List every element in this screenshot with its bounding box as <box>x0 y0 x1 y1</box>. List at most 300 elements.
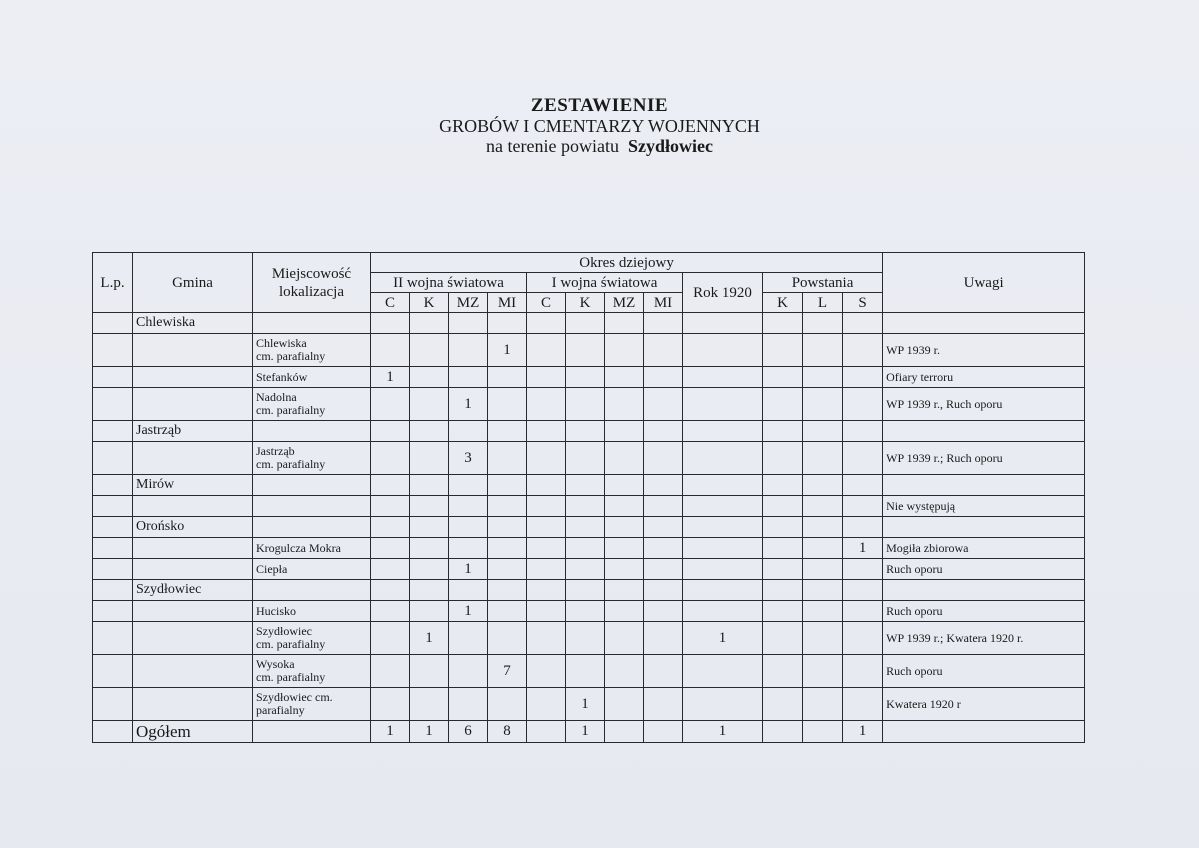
ww2-mi-value <box>488 559 527 580</box>
ww2-k-value <box>410 601 449 622</box>
ww2-c-value: 1 <box>371 367 410 388</box>
empty-cell <box>566 517 605 538</box>
place-line-2: cm. parafialny <box>256 457 326 471</box>
empty-cell <box>488 517 527 538</box>
ww1-mz-value <box>605 688 644 721</box>
empty-cell <box>683 580 763 601</box>
pow-l-value <box>803 388 843 421</box>
ww2-k-value <box>410 367 449 388</box>
empty-cell <box>566 313 605 334</box>
pow-l-value <box>803 655 843 688</box>
note-text: Ruch oporu <box>883 655 1085 688</box>
table-row <box>93 496 1085 517</box>
header-uwagi: Uwagi <box>883 253 1085 313</box>
table-row <box>93 421 1085 442</box>
ww1-k-value <box>566 601 605 622</box>
empty-cell <box>527 421 566 442</box>
total-ww1-k: 1 <box>566 721 605 743</box>
place-name <box>253 655 371 688</box>
pow-s-value <box>843 388 883 421</box>
table-header <box>93 253 1085 313</box>
ww1-c-value <box>527 601 566 622</box>
row-lp <box>93 688 133 721</box>
empty-cell <box>488 580 527 601</box>
place-name <box>253 559 371 580</box>
ww1-k-value <box>566 655 605 688</box>
pow-k-value <box>763 688 803 721</box>
table-row <box>93 601 1085 622</box>
total-ww2-mz: 6 <box>449 721 488 743</box>
place-line-1: Ciepła <box>256 561 288 576</box>
header-rok1920: Rok 1920 <box>683 273 763 313</box>
place-line-2: parafialny <box>256 703 305 717</box>
place-line-1: Krogulcza Mokra <box>256 540 341 555</box>
ww1-mz-value <box>605 559 644 580</box>
pow-l-value <box>803 601 843 622</box>
pow-l-value <box>803 442 843 475</box>
empty-cell <box>843 475 883 496</box>
ww1-mi-value <box>644 496 683 517</box>
empty-cell <box>803 517 843 538</box>
table-row <box>93 688 1085 721</box>
place-line-1: Stefanków <box>256 369 308 384</box>
ww2-mz-value: 1 <box>449 601 488 622</box>
empty-cell <box>527 475 566 496</box>
pow-s-value <box>843 601 883 622</box>
place-line-2: cm. parafialny <box>256 637 326 651</box>
empty-cell <box>763 580 803 601</box>
ww2-c-value <box>371 601 410 622</box>
pow-s-value <box>843 496 883 517</box>
empty-cell <box>253 580 371 601</box>
row-lp <box>93 601 133 622</box>
pow-l-value <box>803 538 843 559</box>
note-text: WP 1939 r., Ruch oporu <box>883 388 1085 421</box>
pow-k-value <box>763 538 803 559</box>
ww1-mi-value <box>644 442 683 475</box>
place-name <box>253 367 371 388</box>
ww1-mi-value <box>644 559 683 580</box>
pow-l-value <box>803 334 843 367</box>
empty-cell <box>843 313 883 334</box>
empty-cell <box>410 475 449 496</box>
empty-cell <box>843 421 883 442</box>
note-text: WP 1939 r.; Ruch oporu <box>883 442 1085 475</box>
empty-cell <box>763 313 803 334</box>
empty-cell <box>803 580 843 601</box>
table-row <box>93 442 1085 475</box>
empty-cell <box>410 421 449 442</box>
ww2-mi-value <box>488 601 527 622</box>
empty-cell <box>644 313 683 334</box>
note-text: Ofiary terroru <box>883 367 1085 388</box>
place-line-1: Jastrząb <box>256 444 295 458</box>
title-line-3-district: Szydłowiec <box>627 136 713 156</box>
empty-cell <box>605 580 644 601</box>
rok1920-value <box>683 367 763 388</box>
ww2-k-value <box>410 442 449 475</box>
ww1-k-value <box>566 538 605 559</box>
empty-cell <box>371 475 410 496</box>
empty-cell <box>644 580 683 601</box>
rok1920-value <box>683 559 763 580</box>
total-lp <box>93 721 133 743</box>
ww2-mi-value <box>488 688 527 721</box>
ww2-mz-value <box>449 334 488 367</box>
ww2-c-value <box>371 655 410 688</box>
table-footer <box>93 721 1085 743</box>
row-gmina <box>133 388 253 421</box>
row-gmina <box>133 442 253 475</box>
ww1-mi-value <box>644 538 683 559</box>
header-ww2-mz: MZ <box>449 293 488 313</box>
rok1920-value <box>683 334 763 367</box>
ww1-mi-value <box>644 388 683 421</box>
ww2-k-value <box>410 688 449 721</box>
note-text: WP 1939 r. <box>883 334 1085 367</box>
header-pow-k: K <box>763 293 803 313</box>
document-heading <box>0 96 1199 156</box>
empty-cell <box>527 313 566 334</box>
row-gmina <box>133 655 253 688</box>
ww1-mi-value <box>644 367 683 388</box>
place-name <box>253 334 371 367</box>
table-body <box>93 313 1085 721</box>
ww1-k-value <box>566 334 605 367</box>
place-line-1: Nadolna <box>256 390 297 404</box>
pow-k-value <box>763 388 803 421</box>
place-name <box>253 496 371 517</box>
header-powstania: Powstania <box>763 273 883 293</box>
empty-cell <box>644 475 683 496</box>
rok1920-value <box>683 655 763 688</box>
pow-s-value <box>843 622 883 655</box>
ww2-mz-value: 1 <box>449 559 488 580</box>
place-name <box>253 388 371 421</box>
empty-cell <box>253 517 371 538</box>
ww1-c-value <box>527 367 566 388</box>
empty-cell <box>371 421 410 442</box>
empty-cell <box>371 313 410 334</box>
empty-cell <box>803 475 843 496</box>
header-ww2-k: K <box>410 293 449 313</box>
ww1-c-value <box>527 496 566 517</box>
ww2-mi-value <box>488 388 527 421</box>
empty-cell <box>527 580 566 601</box>
empty-cell <box>644 517 683 538</box>
empty-cell <box>605 517 644 538</box>
total-rok1920: 1 <box>683 721 763 743</box>
ww1-mz-value <box>605 442 644 475</box>
pow-l-value <box>803 496 843 517</box>
pow-s-value <box>843 442 883 475</box>
pow-s-value <box>843 367 883 388</box>
row-lp <box>93 475 133 496</box>
ww2-mi-value: 7 <box>488 655 527 688</box>
ww2-k-value <box>410 388 449 421</box>
ww1-mi-value <box>644 334 683 367</box>
ww1-k-value <box>566 388 605 421</box>
table-row <box>93 367 1085 388</box>
ww1-c-value <box>527 559 566 580</box>
ww1-mi-value <box>644 655 683 688</box>
ww1-mz-value <box>605 334 644 367</box>
row-lp <box>93 559 133 580</box>
place-line-1: Szydłowiec <box>256 624 312 638</box>
empty-cell <box>803 421 843 442</box>
row-gmina <box>133 601 253 622</box>
ww2-mz-value <box>449 538 488 559</box>
pow-k-value <box>763 559 803 580</box>
row-gmina <box>133 622 253 655</box>
empty-cell <box>449 475 488 496</box>
ww1-c-value <box>527 622 566 655</box>
empty-cell <box>253 313 371 334</box>
header-ww1-mz: MZ <box>605 293 644 313</box>
empty-cell <box>566 475 605 496</box>
total-place <box>253 721 371 743</box>
ww2-k-value: 1 <box>410 622 449 655</box>
empty-cell <box>488 313 527 334</box>
ww2-c-value <box>371 496 410 517</box>
empty-cell <box>253 421 371 442</box>
row-gmina <box>133 538 253 559</box>
ww1-c-value <box>527 655 566 688</box>
empty-cell <box>527 517 566 538</box>
header-ww2-mi: MI <box>488 293 527 313</box>
header-ww1-mi: MI <box>644 293 683 313</box>
note-text: Kwatera 1920 r <box>883 688 1085 721</box>
ww2-mz-value <box>449 688 488 721</box>
title-line-3-prefix: na terenie powiatu <box>486 136 619 156</box>
pow-l-value <box>803 622 843 655</box>
ww2-c-value <box>371 334 410 367</box>
empty-cell <box>566 421 605 442</box>
ww2-c-value <box>371 688 410 721</box>
header-okres: Okres dziejowy <box>371 253 883 273</box>
empty-cell <box>371 580 410 601</box>
title-line-2: GROBÓW I CMENTARZY WOJENNYCH <box>439 116 760 136</box>
empty-cell <box>371 517 410 538</box>
place-name <box>253 538 371 559</box>
rok1920-value <box>683 496 763 517</box>
table-row <box>93 622 1085 655</box>
ww2-mz-value <box>449 496 488 517</box>
ww2-c-value <box>371 622 410 655</box>
ww2-mz-value <box>449 655 488 688</box>
ww2-c-value <box>371 442 410 475</box>
empty-cell <box>883 580 1085 601</box>
ww1-mz-value <box>605 367 644 388</box>
total-ww1-c <box>527 721 566 743</box>
ww1-k-value <box>566 367 605 388</box>
row-gmina <box>133 559 253 580</box>
header-lp: L.p. <box>93 253 133 313</box>
empty-cell <box>683 313 763 334</box>
ww2-k-value <box>410 538 449 559</box>
ww1-mi-value <box>644 622 683 655</box>
note-text: Nie występują <box>883 496 1085 517</box>
ww2-c-value <box>371 538 410 559</box>
total-ww2-mi: 8 <box>488 721 527 743</box>
place-name <box>253 442 371 475</box>
empty-cell <box>883 517 1085 538</box>
rok1920-value <box>683 388 763 421</box>
ww1-k-value <box>566 559 605 580</box>
empty-cell <box>763 475 803 496</box>
rok1920-value: 1 <box>683 622 763 655</box>
ww1-c-value <box>527 334 566 367</box>
row-lp <box>93 313 133 334</box>
empty-cell <box>410 517 449 538</box>
pow-k-value <box>763 601 803 622</box>
row-lp <box>93 388 133 421</box>
empty-cell <box>488 475 527 496</box>
row-lp <box>93 655 133 688</box>
header-ww2: II wojna światowa <box>371 273 527 293</box>
total-ww2-k: 1 <box>410 721 449 743</box>
ww1-mz-value <box>605 655 644 688</box>
gmina-name: Chlewiska <box>133 313 253 334</box>
ww2-k-value <box>410 559 449 580</box>
place-name <box>253 622 371 655</box>
empty-cell <box>410 580 449 601</box>
gmina-name: Orońsko <box>133 517 253 538</box>
ww2-mz-value: 1 <box>449 388 488 421</box>
rok1920-value <box>683 601 763 622</box>
header-gmina: Gmina <box>133 253 253 313</box>
header-ww1-c: C <box>527 293 566 313</box>
total-pow-l <box>803 721 843 743</box>
total-pow-k <box>763 721 803 743</box>
gmina-name: Mirów <box>133 475 253 496</box>
empty-cell <box>410 313 449 334</box>
place-line-1: Hucisko <box>256 603 296 618</box>
empty-cell <box>449 517 488 538</box>
ww1-mi-value <box>644 601 683 622</box>
row-gmina <box>133 496 253 517</box>
pow-k-value <box>763 334 803 367</box>
empty-cell <box>449 580 488 601</box>
header-ww2-c: C <box>371 293 410 313</box>
table-row <box>93 655 1085 688</box>
header-pow-s: S <box>843 293 883 313</box>
ww2-mi-value <box>488 496 527 517</box>
pow-l-value <box>803 688 843 721</box>
table-row <box>93 388 1085 421</box>
pow-k-value <box>763 622 803 655</box>
ww1-c-value <box>527 688 566 721</box>
empty-cell <box>883 313 1085 334</box>
empty-cell <box>803 313 843 334</box>
row-lp <box>93 334 133 367</box>
empty-cell <box>683 517 763 538</box>
empty-cell <box>883 475 1085 496</box>
header-ww1-k: K <box>566 293 605 313</box>
ww2-c-value <box>371 388 410 421</box>
pow-k-value <box>763 442 803 475</box>
ww1-k-value: 1 <box>566 688 605 721</box>
place-line-2: cm. parafialny <box>256 670 326 684</box>
row-lp <box>93 580 133 601</box>
empty-cell <box>683 475 763 496</box>
place-name <box>253 688 371 721</box>
empty-cell <box>449 313 488 334</box>
title-line-1: ZESTAWIENIE <box>530 95 669 116</box>
total-ww1-mi <box>644 721 683 743</box>
note-text: Mogiła zbiorowa <box>883 538 1085 559</box>
ww1-mz-value <box>605 622 644 655</box>
total-label: Ogółem <box>133 721 253 743</box>
table-row <box>93 559 1085 580</box>
row-lp <box>93 421 133 442</box>
ww1-mz-value <box>605 538 644 559</box>
ww2-mz-value: 3 <box>449 442 488 475</box>
empty-cell <box>683 421 763 442</box>
graves-register-table <box>92 252 1085 743</box>
row-lp <box>93 367 133 388</box>
row-lp <box>93 442 133 475</box>
pow-s-value <box>843 334 883 367</box>
pow-k-value <box>763 496 803 517</box>
total-ww2-c: 1 <box>371 721 410 743</box>
ww2-mz-value <box>449 622 488 655</box>
note-text: WP 1939 r.; Kwatera 1920 r. <box>883 622 1085 655</box>
ww2-k-value <box>410 496 449 517</box>
empty-cell <box>605 313 644 334</box>
header-pow-l: L <box>803 293 843 313</box>
pow-s-value: 1 <box>843 538 883 559</box>
ww2-mi-value <box>488 538 527 559</box>
empty-cell <box>605 421 644 442</box>
total-note <box>883 721 1085 743</box>
place-line-2: cm. parafialny <box>256 349 326 363</box>
empty-cell <box>843 580 883 601</box>
rok1920-value <box>683 688 763 721</box>
note-text: Ruch oporu <box>883 601 1085 622</box>
ww1-k-value <box>566 622 605 655</box>
note-text: Ruch oporu <box>883 559 1085 580</box>
table-row <box>93 334 1085 367</box>
pow-s-value <box>843 559 883 580</box>
row-gmina <box>133 367 253 388</box>
total-ww1-mz <box>605 721 644 743</box>
ww2-mi-value <box>488 442 527 475</box>
rok1920-value <box>683 442 763 475</box>
gmina-name: Jastrząb <box>133 421 253 442</box>
ww1-c-value <box>527 388 566 421</box>
ww1-k-value <box>566 442 605 475</box>
empty-cell <box>763 517 803 538</box>
row-gmina <box>133 334 253 367</box>
gmina-name: Szydłowiec <box>133 580 253 601</box>
ww1-k-value <box>566 496 605 517</box>
pow-k-value <box>763 367 803 388</box>
empty-cell <box>253 475 371 496</box>
empty-cell <box>644 421 683 442</box>
header-miejscowosc: Miejscowość lokalizacja <box>253 253 371 313</box>
table-row <box>93 475 1085 496</box>
ww1-c-value <box>527 442 566 475</box>
empty-cell <box>605 475 644 496</box>
table-row <box>93 313 1085 334</box>
pow-s-value <box>843 688 883 721</box>
row-lp <box>93 496 133 517</box>
empty-cell <box>449 421 488 442</box>
ww1-mi-value <box>644 688 683 721</box>
rok1920-value <box>683 538 763 559</box>
row-lp <box>93 538 133 559</box>
